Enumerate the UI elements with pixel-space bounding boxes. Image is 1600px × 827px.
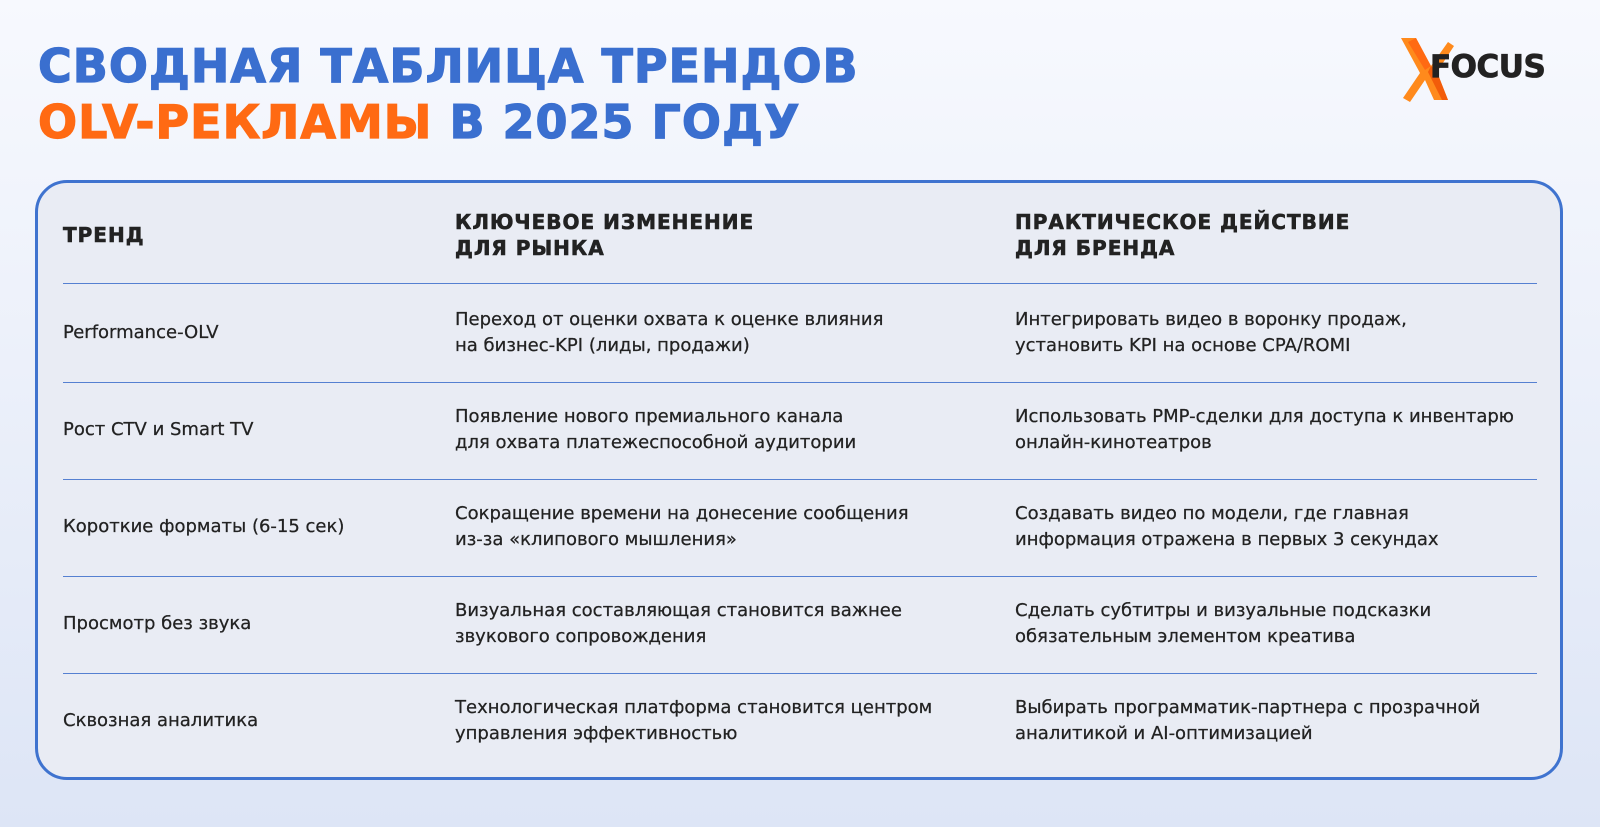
market-change-cell	[455, 307, 1010, 359]
brand-logo	[1398, 36, 1568, 104]
title-line-2	[38, 94, 859, 150]
cell-text-line: аналитикой и AI-оптимизацией	[1015, 722, 1313, 744]
table-row	[63, 477, 1537, 577]
title-line-1: СВОДНАЯ ТАБЛИЦА ТРЕНДОВ	[38, 39, 859, 93]
header-trend: ТРЕНД	[63, 223, 145, 247]
logo-wordmark: FOCUS	[1430, 49, 1546, 85]
market-change-cell	[455, 501, 1010, 553]
cell-text-line: на бизнес-KPI (лиды, продажи)	[455, 334, 750, 356]
market-change-cell	[455, 598, 1010, 650]
cell-text-line: Переход от оценки охвата к оценке влияния	[455, 308, 884, 330]
brand-action-cell	[1015, 598, 1560, 650]
brand-action-cell	[1015, 501, 1560, 553]
table-row	[63, 671, 1537, 770]
header-brand-action: ПРАКТИЧЕСКОЕ ДЕЙСТВИЕ ДЛЯ БРЕНДА	[1015, 210, 1351, 260]
title-accent-text: OLV-РЕКЛАМЫ	[38, 95, 433, 149]
cell-text-line: звукового сопровождения	[455, 625, 707, 647]
brand-action-cell	[1015, 404, 1560, 456]
table-row	[63, 380, 1537, 480]
cell-text-line: Интегрировать видео в воронку продаж,	[1015, 308, 1407, 330]
trend-cell: Сквозная аналитика	[63, 709, 259, 731]
cell-text-line: Визуальная составляющая становится важнее	[455, 599, 902, 621]
cell-text-line: для охвата платежеспособной аудитории	[455, 431, 857, 453]
brand-action-cell	[1015, 307, 1560, 359]
cell-text-line: Сделать субтитры и визуальные подсказки	[1015, 599, 1432, 621]
table-row	[63, 283, 1537, 383]
header-market-change: КЛЮЧЕВОЕ ИЗМЕНЕНИЕ ДЛЯ РЫНКА	[455, 210, 755, 260]
cell-text-line: Технологическая платформа становится центром	[455, 696, 933, 718]
cell-text-line: онлайн-кинотеатров	[1015, 431, 1212, 453]
brand-action-cell	[1015, 695, 1560, 747]
title-rest-text: В 2025 ГОДУ	[449, 95, 801, 149]
page-title	[38, 38, 859, 150]
cell-text-line: Выбирать программатик-партнера с прозрачной	[1015, 696, 1481, 718]
cell-text-line: Использовать PMP-сделки для доступа к инвентарю	[1015, 405, 1514, 427]
cell-text-line: обязательным элементом креатива	[1015, 625, 1356, 647]
trend-cell: Просмотр без звука	[63, 612, 252, 634]
cell-text-line: Появление нового премиального канала	[455, 405, 844, 427]
table-header-row	[63, 183, 1537, 284]
trend-cell: Рост CTV и Smart TV	[63, 418, 254, 440]
cell-text-line: информация отражена в первых 3 секундах	[1015, 528, 1439, 550]
cell-text-line: Создавать видео по модели, где главная	[1015, 502, 1409, 524]
market-change-cell	[455, 695, 1010, 747]
cell-text-line: из-за «клипового мышления»	[455, 528, 737, 550]
market-change-cell	[455, 404, 1010, 456]
trend-cell: Performance-OLV	[63, 321, 219, 343]
trend-cell: Короткие форматы (6-15 сек)	[63, 515, 345, 537]
cell-text-line: управления эффективностью	[455, 722, 738, 744]
cell-text-line: установить KPI на основе CPA/ROMI	[1015, 334, 1351, 356]
trends-table	[35, 180, 1563, 780]
cell-text-line: Сокращение времени на донесение сообщения	[455, 502, 909, 524]
table-row	[63, 574, 1537, 674]
